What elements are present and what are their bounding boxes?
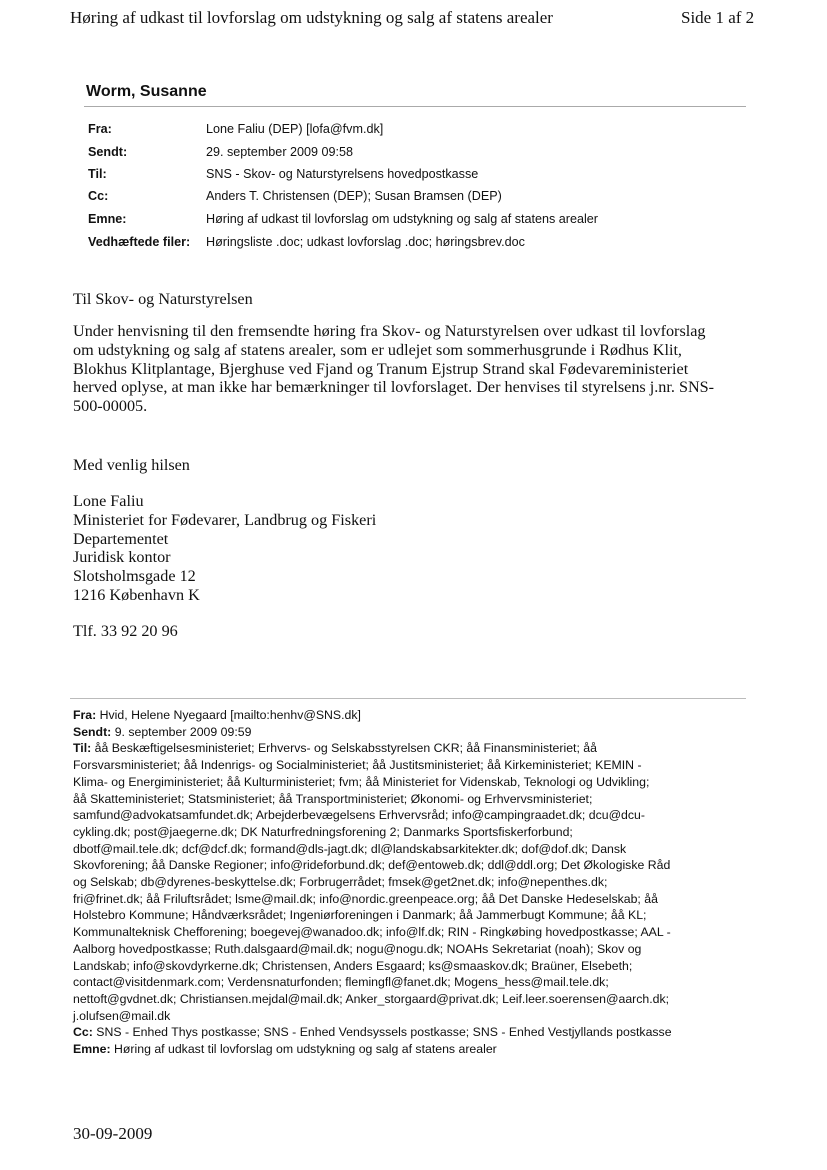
body-line: Under henvisning til den fremsendte høring fra Skov- og Naturstyrelsen over udkast til lovforslag bbox=[73, 322, 706, 340]
field-value: SNS - Skov- og Naturstyrelsens hovedpostkasse bbox=[206, 167, 479, 181]
forwarded-to-line: cykling.dk; post@jaegerne.dk; DK Naturfredningsforening 2; Danmarks Sportsfiskerforbund; bbox=[73, 824, 573, 839]
field-label: Vedhæftede filer: bbox=[88, 235, 191, 249]
field-label: Emne: bbox=[88, 212, 127, 226]
body-line: 500-00005. bbox=[73, 397, 148, 416]
field-label: Fra: bbox=[73, 708, 97, 722]
forwarded-to-line: contact@visitdenmark.com; Verdensnaturfonden; flemingfl@fanet.dk; Mogens_hess@mail.tele.dk; bbox=[73, 975, 609, 990]
signature-block bbox=[73, 492, 376, 605]
field-value: Høring af udkast til lovforslag om udstykning og salg af statens arealer bbox=[206, 212, 598, 226]
page-header-title: Høring af udkast til lovforslag om udstykning og salg af statens arealer bbox=[70, 8, 553, 27]
phone-number: Tlf. 33 92 20 96 bbox=[73, 622, 178, 640]
forwarded-to-line: Holstebro Kommune; Håndværksrådet; Ingeniørforeningen i Danmark; åå Jammerbugt Kommune; åå KL; bbox=[73, 908, 647, 923]
signature-line: Juridisk kontor bbox=[73, 548, 171, 567]
forwarded-to-line: samfund@advokatsamfundet.dk; Arbejderbevægelsens Erhvervsråd; info@campingraadet.dk; dcu@dcu- bbox=[73, 808, 645, 823]
forwarded-to-line: Forsvarsministeriet; åå Indenrigs- og Socialministeriet; åå Justitsministeriet; åå Kirkeministeriet; KEMIN - bbox=[73, 758, 642, 773]
forwarded-to-line: åå Skatteministeriet; Statsministeriet; åå Transportministeriet; Økonomi- og Erhvervsministeriet; bbox=[73, 791, 593, 806]
field-value: 29. september 2009 09:58 bbox=[206, 145, 354, 159]
body-paragraph bbox=[73, 322, 753, 416]
field-value: Anders T. Christensen (DEP); Susan Bramsen (DEP) bbox=[206, 189, 502, 203]
field-label: Cc: bbox=[73, 1025, 93, 1040]
forwarded-to-line: nettoft@gvdnet.dk; Christiansen.mejdal@mail.dk; Anker_storgaard@privat.dk; Leif.leer.soerensen@aarch.dk; bbox=[73, 991, 670, 1006]
field-label: Sendt: bbox=[73, 724, 112, 739]
sender-name: Worm, Susanne bbox=[86, 83, 207, 100]
forwarded-to-line: Kommunalteknisk Chefforening; boegevej@wanadoo.dk; info@lf.dk; RIN - Ringkøbing hovedpostkasse; AAL - bbox=[73, 925, 671, 940]
forwarded-to-line: Skovforening; åå Danske Regioner; info@rideforbund.dk; def@entoweb.dk; ddl@ddl.org; Det Økologiske Råd bbox=[73, 858, 671, 873]
field-label: Sendt: bbox=[88, 145, 128, 159]
forward-divider bbox=[70, 698, 746, 699]
forwarded-from bbox=[73, 707, 753, 724]
forwarded-to-line: fri@frinet.dk; åå Friluftsrådet; lsme@mail.dk; info@nordic.greenpeace.org; åå Det Danske Hedeselskab; åå bbox=[73, 891, 658, 906]
page-number: Side 1 af 2 bbox=[681, 8, 755, 27]
field-value: åå Beskæftigelsesministeriet; Erhvervs- og Selskabsstyrelsen CKR; åå Finansministeriet; åå bbox=[94, 741, 597, 756]
forwarded-to-line: Klima- og Energiministeriet; åå Kulturministeriet; fvm; åå Ministeriet for Videnskab, Teknologi og Udvikling; bbox=[73, 774, 650, 789]
footer-date: 30-09-2009 bbox=[73, 1124, 153, 1143]
field-value: Hvid, Helene Nyegaard [mailto:henhv@SNS.dk] bbox=[99, 708, 361, 722]
signature-line: Slotsholmsgade 12 bbox=[73, 567, 196, 586]
field-value: Lone Faliu (DEP) [lofa@fvm.dk] bbox=[206, 122, 384, 136]
field-value: 9. september 2009 09:59 bbox=[114, 724, 252, 739]
body-line: Blokhus Klitplantage, Bjerghuse ved Fjand og Tranum Ejstrup Strand skal Fødevareministeriet bbox=[73, 359, 689, 378]
signature-line: Departementet bbox=[73, 529, 169, 548]
header-divider bbox=[84, 106, 746, 107]
forwarded-to-line: dbotf@mail.tele.dk; dcf@dcf.dk; formand@dls-jagt.dk; dl@landskabsarkitekter.dk; dof@dof.dk; Dansk bbox=[73, 841, 627, 856]
field-label: Cc: bbox=[88, 189, 109, 203]
forwarded-to-line bbox=[73, 740, 753, 757]
closing: Med venlig hilsen bbox=[73, 456, 190, 474]
body-line: herved oplyse, at man ikke har bemærkninger til lovforslaget. Der henvises til styrelsens j.nr. SNS- bbox=[73, 378, 715, 397]
field-value: Høringsliste .doc; udkast lovforslag .doc; høringsbrev.doc bbox=[206, 235, 525, 249]
forwarded-to-line: Aalborg hovedpostkasse; Ruth.dalsgaard@mail.dk; nogu@nogu.dk; NOAHs Sekretariat (noah); Skov og bbox=[73, 941, 642, 956]
forwarded-to-line: Landskab; info@skovdyrkerne.dk; Christensen, Anders Esgaard; ks@smaaskov.dk; Braüner, Elsebeth; bbox=[73, 958, 633, 973]
forwarded-cc bbox=[73, 1024, 753, 1041]
signature-line: Lone Faliu bbox=[73, 492, 144, 510]
forwarded-to-line: og Selskab; db@dyrenes-beskyttelse.dk; Forbrugerrådet; fmsek@get2net.dk; info@nepenthes.dk; bbox=[73, 875, 608, 890]
signature-line: Ministeriet for Fødevarer, Landbrug og Fiskeri bbox=[73, 510, 377, 529]
signature-line: 1216 København K bbox=[73, 585, 200, 604]
salutation: Til Skov- og Naturstyrelsen bbox=[73, 290, 253, 308]
field-value: Høring af udkast til lovforslag om udstykning og salg af statens arealer bbox=[114, 1042, 497, 1057]
forwarded-to-line: j.olufsen@mail.dk bbox=[73, 1008, 171, 1023]
forwarded-header bbox=[73, 707, 753, 1058]
forwarded-sent bbox=[73, 724, 753, 741]
field-label: Emne: bbox=[73, 1042, 111, 1057]
field-label: Til: bbox=[88, 167, 107, 181]
field-label: Til: bbox=[73, 741, 92, 756]
forwarded-subject bbox=[73, 1041, 753, 1058]
field-label: Fra: bbox=[88, 122, 112, 136]
field-value: SNS - Enhed Thys postkasse; SNS - Enhed Vendsyssels postkasse; SNS - Enhed Vestjyllands postkasse bbox=[96, 1025, 672, 1040]
body-line: om udstykning og salg af statens arealer, som er udlejet som sommerhusgrunde i Rødhus Klit, bbox=[73, 340, 682, 359]
